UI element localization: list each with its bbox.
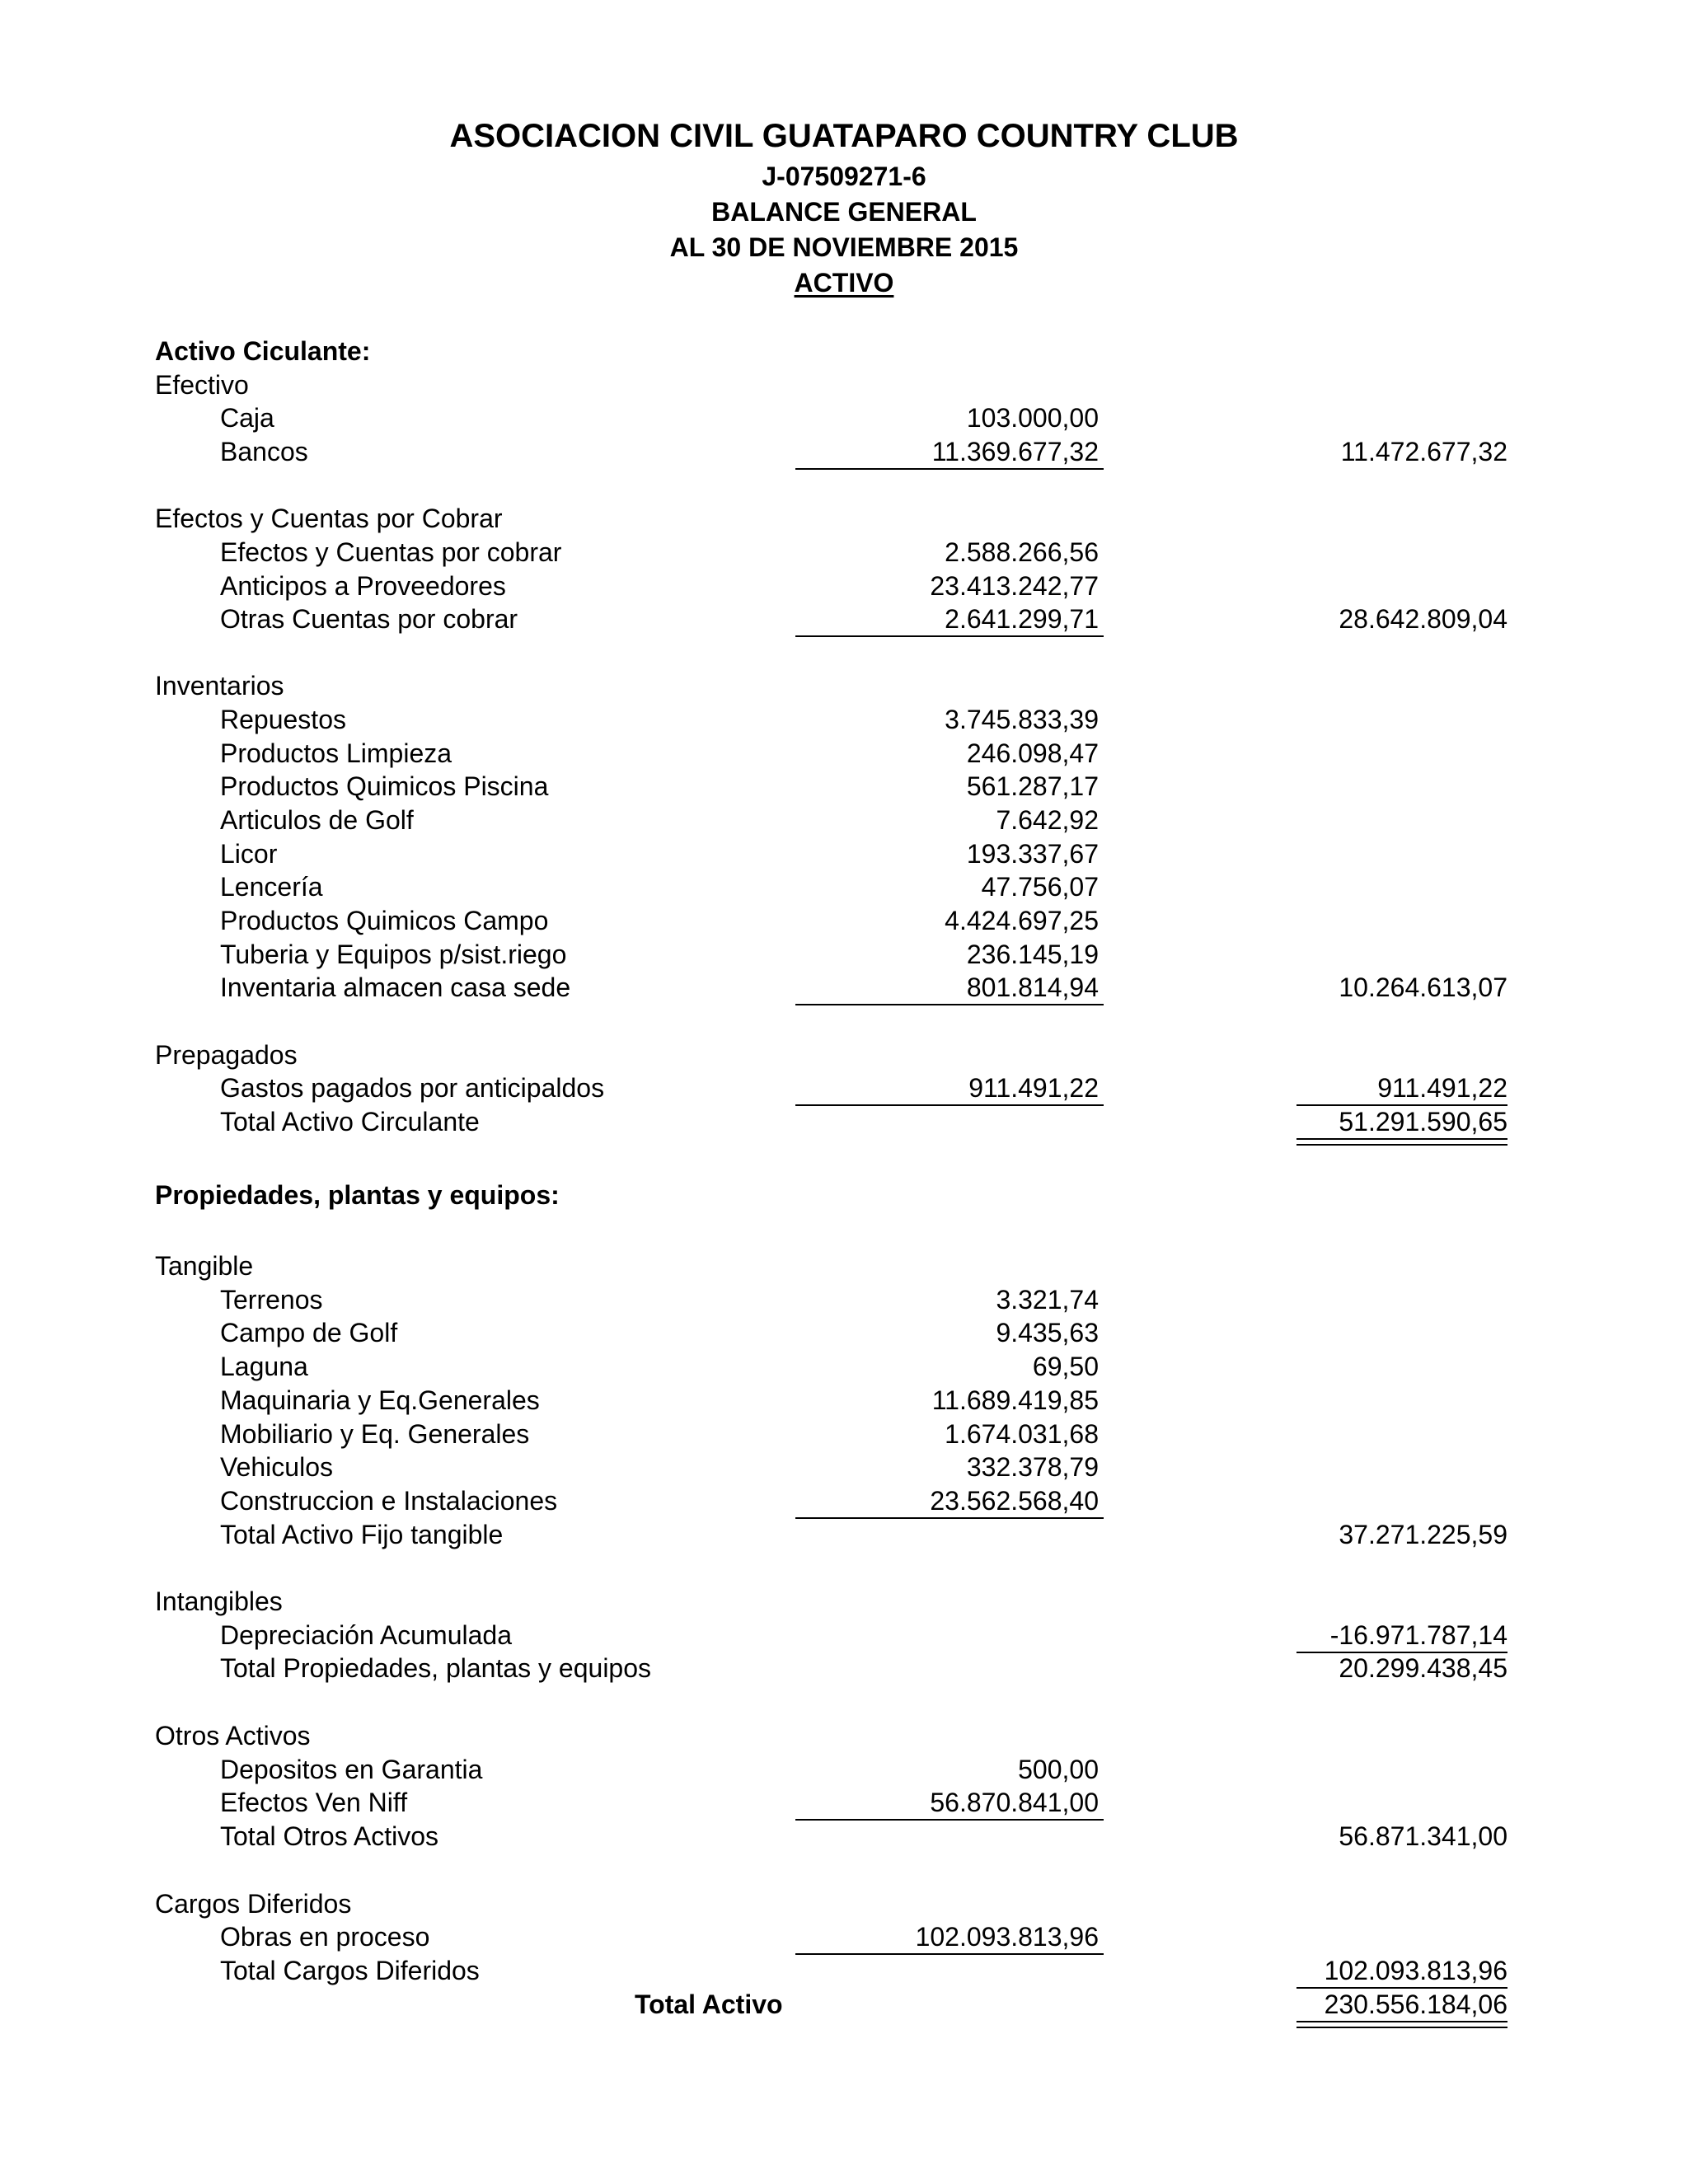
subtotal-rule xyxy=(795,468,1104,470)
line-item-anticipos: Anticipos a Proveedores 23.413.242,77 xyxy=(220,571,1099,601)
double-total-rule xyxy=(1296,1138,1507,1146)
line-item-quimicos-piscina: Productos Quimicos Piscina 561.287,17 xyxy=(220,771,1099,801)
total-cargos-diferidos: Total Cargos Diferidos 102.093.813,96 xyxy=(0,1954,1688,1988)
group-heading-efectos: Efectos y Cuentas por Cobrar xyxy=(155,504,503,533)
line-item-licor: Licor 193.337,67 xyxy=(220,839,1099,869)
group-heading-tangible: Tangible xyxy=(155,1251,254,1281)
line-item-depreciacion: Depreciación Acumulada -16.971.787,14 xyxy=(0,1619,1688,1652)
line-item-maquinaria: Maquinaria y Eq.Generales 11.689.419,85 xyxy=(220,1385,1099,1415)
double-total-rule xyxy=(1296,2021,1507,2028)
line-item-limpieza: Productos Limpieza 246.098,47 xyxy=(220,738,1099,768)
line-item-repuestos: Repuestos 3.745.833,39 xyxy=(220,705,1099,734)
line-item-tuberia: Tuberia y Equipos p/sist.riego 236.145,19 xyxy=(220,940,1099,969)
line-item-efectos-ven-niff: Efectos Ven Niff 56.870.841,00 xyxy=(0,1786,1688,1820)
line-item-terrenos: Terrenos 3.321,74 xyxy=(220,1285,1099,1315)
line-item-laguna: Laguna 69,50 xyxy=(220,1352,1099,1381)
subtotal-rule xyxy=(795,1004,1104,1005)
group-heading-inventarios: Inventarios xyxy=(155,671,284,701)
group-heading-intangibles: Intangibles xyxy=(155,1586,283,1616)
line-item-obras: Obras en proceso 102.093.813,96 xyxy=(0,1920,1688,1954)
group-heading-cargos-diferidos: Cargos Diferidos xyxy=(155,1889,352,1919)
line-item-construccion: Construccion e Instalaciones 23.562.568,40 xyxy=(0,1484,1688,1518)
total-activo-circulante: Total Activo Circulante 51.291.590,65 xyxy=(0,1105,1688,1139)
total-ppe: Total Propiedades, plantas y equipos 20.299.438,45 xyxy=(220,1653,1507,1683)
line-item-depositos: Depositos en Garantia 500,00 xyxy=(220,1755,1099,1784)
line-item-lenceria: Lencería 47.756,07 xyxy=(220,872,1099,902)
line-item-quimicos-campo: Productos Quimicos Campo 4.424.697,25 xyxy=(220,906,1099,935)
group-heading-otros-activos: Otros Activos xyxy=(155,1721,311,1750)
line-item-otras-cuentas: Otras Cuentas por cobrar 2.641.299,71 28.642.809,04 xyxy=(0,602,1688,636)
total-otros-activos: Total Otros Activos 56.871.341,00 xyxy=(220,1821,1507,1851)
line-item-gastos-pagados: Gastos pagados por anticipaldos 911.491,22 911.491,22 xyxy=(0,1071,1688,1105)
report-date: AL 30 DE NOVIEMBRE 2015 xyxy=(669,232,1019,262)
subtotal-rule xyxy=(795,635,1104,637)
total-activo-fijo-tangible: Total Activo Fijo tangible 37.271.225,59 xyxy=(220,1520,1507,1549)
line-item-vehiculos: Vehiculos 332.378,79 xyxy=(220,1452,1099,1482)
line-item-campo-golf: Campo de Golf 9.435,63 xyxy=(220,1318,1099,1347)
line-item-caja: Caja 103.000,00 xyxy=(220,403,1099,433)
org-title: ASOCIACION CIVIL GUATAPARO COUNTRY CLUB xyxy=(449,118,1239,154)
section-title: ACTIVO xyxy=(794,268,894,298)
group-heading-efectivo: Efectivo xyxy=(155,370,249,400)
total-activo: Total Activo 230.556.184,06 xyxy=(0,1988,1688,2022)
section-heading-activo-circulante: Activo Ciculante: xyxy=(155,336,371,366)
line-item-bancos: Bancos 11.369.677,32 11.472.677,32 xyxy=(0,435,1688,469)
line-item-almacen: Inventaria almacen casa sede 801.814,94 10.264.613,07 xyxy=(0,971,1688,1005)
group-heading-prepagados: Prepagados xyxy=(155,1040,298,1070)
line-item-articulos-golf: Articulos de Golf 7.642,92 xyxy=(220,805,1099,835)
section-heading-ppe: Propiedades, plantas y equipos: xyxy=(155,1180,560,1210)
line-item-efectos: Efectos y Cuentas por cobrar 2.588.266,56 xyxy=(220,537,1099,567)
line-item-mobiliario: Mobiliario y Eq. Generales 1.674.031,68 xyxy=(220,1419,1099,1449)
rif-number: J-07509271-6 xyxy=(762,162,926,191)
report-title: BALANCE GENERAL xyxy=(711,197,977,227)
